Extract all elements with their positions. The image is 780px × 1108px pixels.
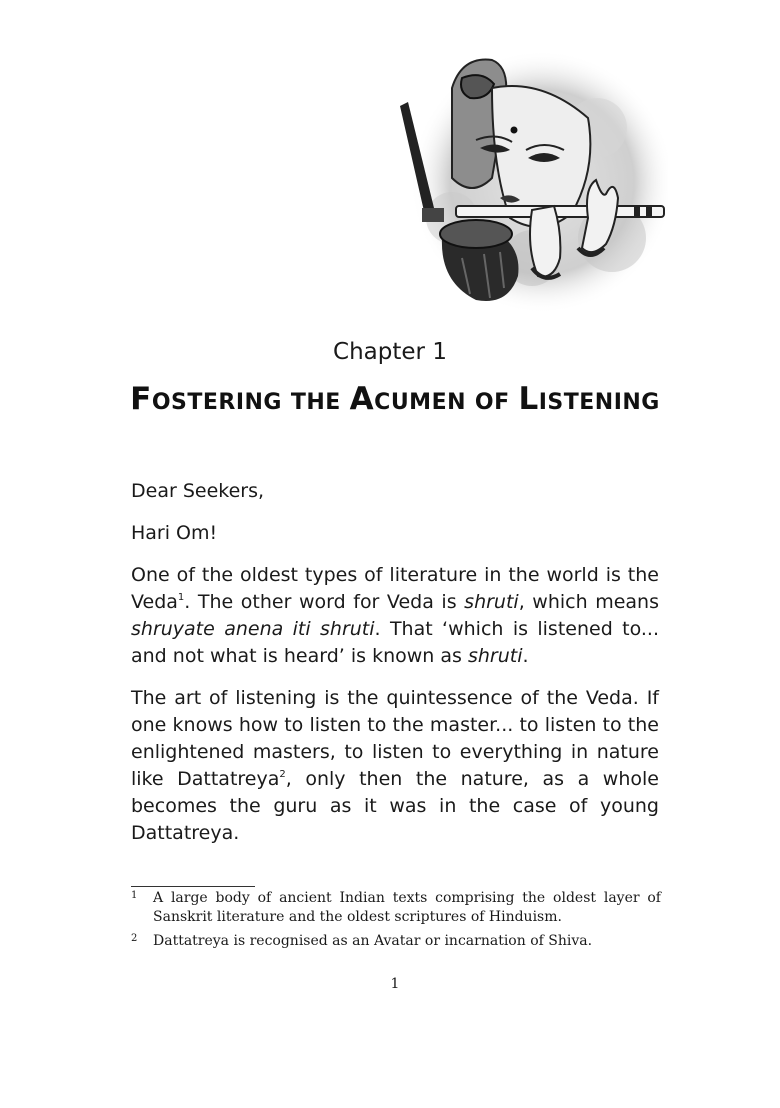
- text-run: . That ‘which is listened to... and not what is heard’ is known as: [131, 618, 659, 667]
- title-word: CUMEN: [374, 390, 467, 415]
- text-run: .: [522, 645, 529, 667]
- footnote-text: Dattatreya is recognised as an Avatar or incarnation of Shiva.: [153, 933, 593, 949]
- letter-body: [131, 478, 659, 862]
- text-run: One of the oldest types of literature in the world is the Veda: [131, 564, 659, 613]
- chapter-illustration: [392, 48, 668, 316]
- chapter-title: [0, 381, 780, 417]
- footnote: [131, 889, 661, 927]
- footnote: [131, 932, 661, 951]
- text-run: , which means: [518, 591, 660, 613]
- italic-term: shruyate anena iti shruti: [131, 618, 375, 640]
- title-initial: F: [130, 381, 152, 417]
- footnote-number: 1: [131, 890, 138, 901]
- page-number: 1: [390, 976, 400, 992]
- footnote-text: A large body of ancient Indian texts comprising the oldest layer of Sanskrit literature and the oldest scriptures of Hinduism.: [153, 890, 661, 925]
- chapter-label: Chapter 1: [333, 339, 447, 365]
- title-word: ISTENING: [538, 390, 660, 415]
- text-run: . The other word for Veda is: [184, 591, 465, 613]
- italic-term: shruti: [464, 591, 519, 613]
- text-run: The art of listening is the quintessence of the Veda. If one knows how to listen to the master... to listen to the enlightened masters, to listen to everything in nature like Dattatreya: [131, 687, 659, 790]
- salutation: Dear Seekers,: [131, 480, 265, 502]
- title-initial: A: [349, 381, 375, 417]
- footnotes: [131, 889, 661, 956]
- paragraph-veda: [131, 562, 659, 670]
- title-initial: L: [518, 381, 539, 417]
- footnote-number: 2: [131, 933, 138, 944]
- paragraph-listening: [131, 685, 659, 847]
- text-run: , only then the nature, as a whole becomes the guru as it was in the case of young Dattatreya.: [131, 768, 659, 844]
- italic-term: shruti: [467, 645, 523, 667]
- title-word: OF: [474, 390, 510, 415]
- greeting: Hari Om!: [131, 522, 218, 544]
- title-word: THE: [290, 390, 341, 415]
- footnote-ref[interactable]: 1: [177, 592, 185, 603]
- title-word: OSTERING: [151, 390, 282, 415]
- footnote-ref[interactable]: 2: [279, 769, 286, 780]
